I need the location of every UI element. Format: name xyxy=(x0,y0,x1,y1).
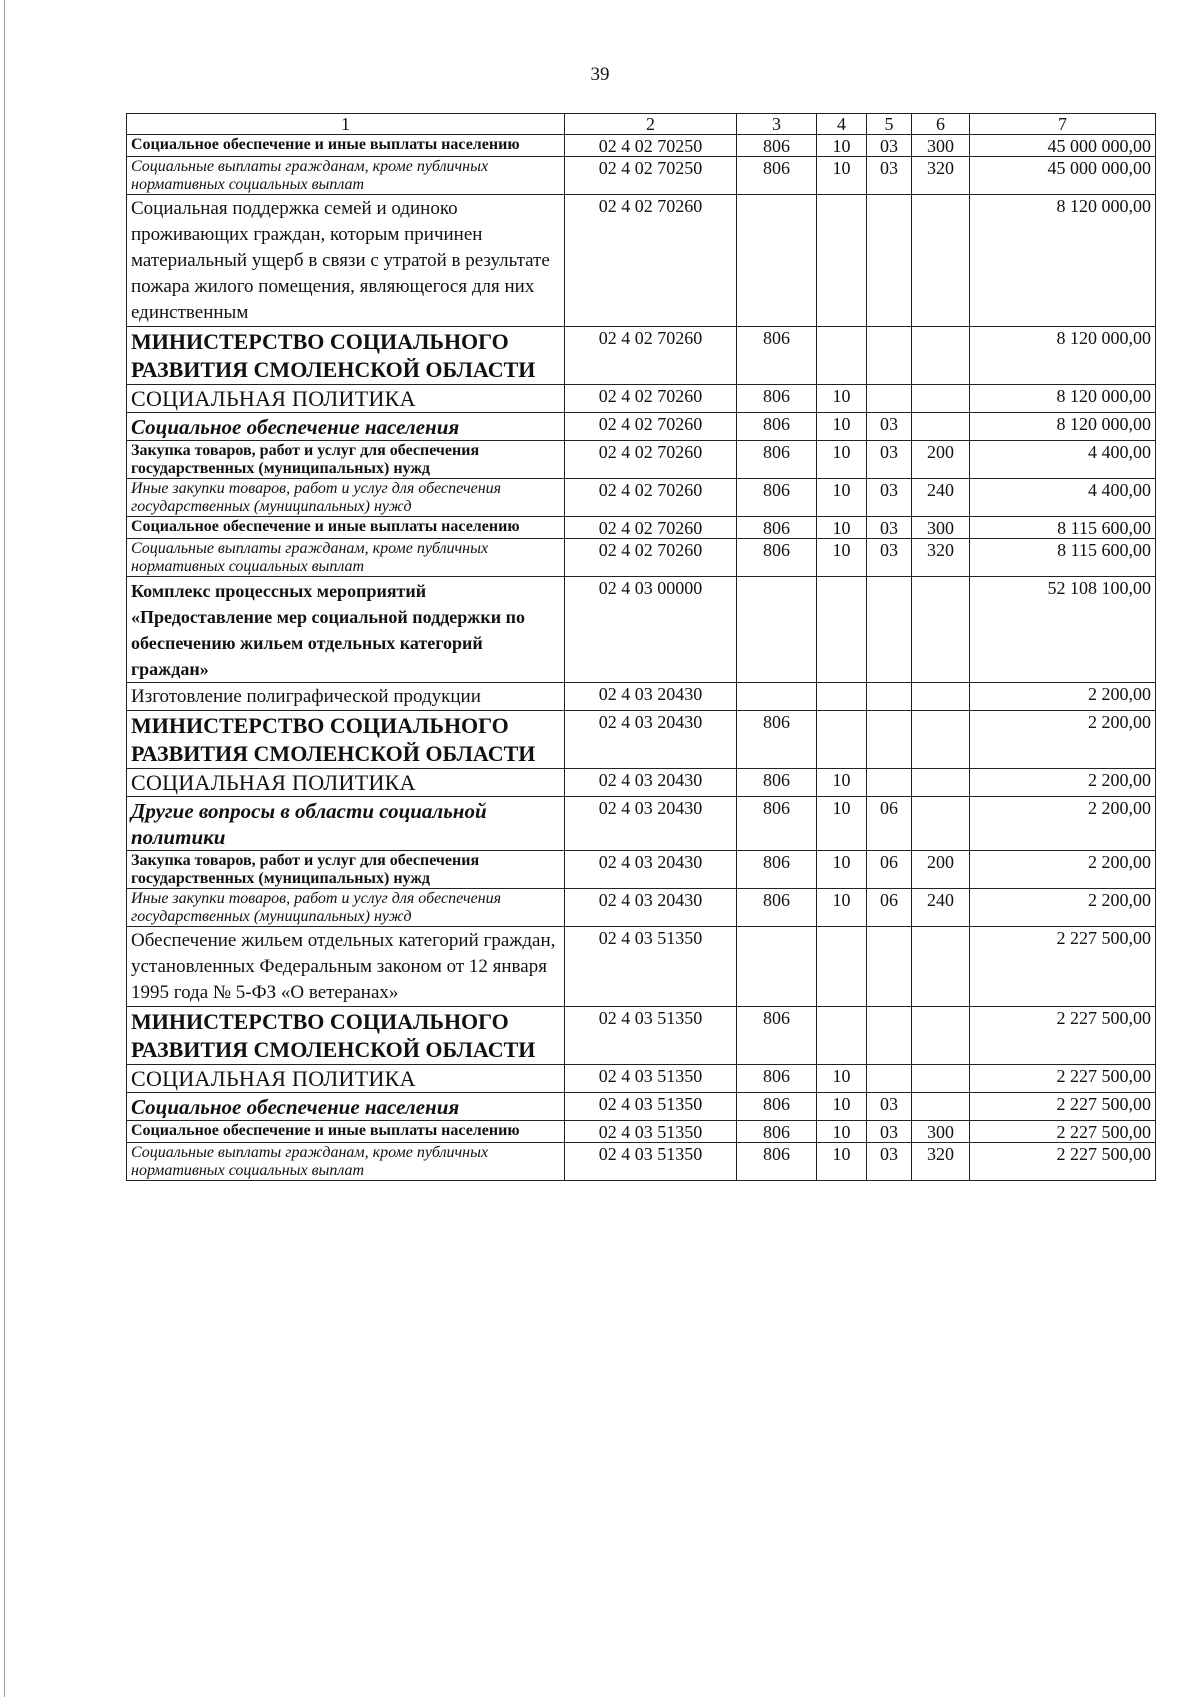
amount-cell: 8 120 000,00 xyxy=(970,327,1156,385)
target-article-cell: 02 4 03 20430 xyxy=(565,711,737,769)
ministry-code-cell: 806 xyxy=(737,441,817,479)
expense-type-cell xyxy=(912,711,970,769)
subsection-code-cell: 03 xyxy=(867,517,912,539)
subsection-code-cell: 03 xyxy=(867,1121,912,1143)
row-name-cell: Закупка товаров, работ и услуг для обеспечения государственных (муниципальных) нужд xyxy=(127,851,565,889)
target-article-cell: 02 4 02 70260 xyxy=(565,195,737,327)
ministry-code-cell: 806 xyxy=(737,1093,817,1121)
section-code-cell xyxy=(817,1007,867,1065)
target-article-cell: 02 4 03 51350 xyxy=(565,927,737,1007)
section-code-cell: 10 xyxy=(817,1093,867,1121)
expense-type-cell xyxy=(912,327,970,385)
table-body xyxy=(127,114,1156,1181)
expense-type-cell xyxy=(912,927,970,1007)
expense-type-cell xyxy=(912,195,970,327)
amount-cell: 2 200,00 xyxy=(970,769,1156,797)
amount-cell: 2 227 500,00 xyxy=(970,1093,1156,1121)
expense-type-cell: 320 xyxy=(912,1143,970,1181)
subsection-code-cell xyxy=(867,1007,912,1065)
expense-type-cell: 200 xyxy=(912,851,970,889)
table-row xyxy=(127,1121,1156,1143)
section-code-cell xyxy=(817,927,867,1007)
ministry-code-cell: 806 xyxy=(737,135,817,157)
row-name-cell: Иные закупки товаров, работ и услуг для обеспечения государственных (муниципальных) нужд xyxy=(127,479,565,517)
subsection-code-cell xyxy=(867,577,912,683)
ministry-code-cell xyxy=(737,683,817,711)
amount-cell: 4 400,00 xyxy=(970,479,1156,517)
expense-type-cell xyxy=(912,797,970,851)
target-article-cell: 02 4 03 20430 xyxy=(565,797,737,851)
column-header: 5 xyxy=(867,114,912,135)
row-name-cell: Социальное обеспечение и иные выплаты населению xyxy=(127,1121,565,1143)
ministry-code-cell: 806 xyxy=(737,769,817,797)
section-code-cell: 10 xyxy=(817,1121,867,1143)
expense-type-cell: 240 xyxy=(912,479,970,517)
section-code-cell: 10 xyxy=(817,441,867,479)
section-code-cell xyxy=(817,195,867,327)
table-row xyxy=(127,413,1156,441)
amount-cell: 2 227 500,00 xyxy=(970,1143,1156,1181)
target-article-cell: 02 4 03 00000 xyxy=(565,577,737,683)
subsection-code-cell xyxy=(867,711,912,769)
table-row xyxy=(127,577,1156,683)
table-row xyxy=(127,327,1156,385)
target-article-cell: 02 4 02 70260 xyxy=(565,479,737,517)
row-name-cell: Другие вопросы в области социальной политики xyxy=(127,797,565,851)
row-name-cell: Обеспечение жильем отдельных категорий граждан, установленных Федеральным законом от 12 января 1995 года № 5-ФЗ «О ветеранах» xyxy=(127,927,565,1007)
ministry-code-cell: 806 xyxy=(737,327,817,385)
subsection-code-cell: 03 xyxy=(867,441,912,479)
ministry-code-cell: 806 xyxy=(737,157,817,195)
target-article-cell: 02 4 02 70260 xyxy=(565,327,737,385)
section-code-cell: 10 xyxy=(817,517,867,539)
section-code-cell: 10 xyxy=(817,797,867,851)
amount-cell: 4 400,00 xyxy=(970,441,1156,479)
table-row xyxy=(127,1093,1156,1121)
subsection-code-cell: 03 xyxy=(867,539,912,577)
table-row xyxy=(127,135,1156,157)
subsection-code-cell: 03 xyxy=(867,1093,912,1121)
subsection-code-cell xyxy=(867,683,912,711)
table-row xyxy=(127,517,1156,539)
expense-type-cell: 300 xyxy=(912,135,970,157)
table-row xyxy=(127,889,1156,927)
ministry-code-cell xyxy=(737,927,817,1007)
amount-cell: 2 200,00 xyxy=(970,797,1156,851)
row-name-cell: Иные закупки товаров, работ и услуг для обеспечения государственных (муниципальных) нужд xyxy=(127,889,565,927)
row-name-cell: МИНИСТЕРСТВО СОЦИАЛЬНОГО РАЗВИТИЯ СМОЛЕНСКОЙ ОБЛАСТИ xyxy=(127,327,565,385)
amount-cell: 2 227 500,00 xyxy=(970,1007,1156,1065)
row-name-cell: Изготовление полиграфической продукции xyxy=(127,683,565,711)
ministry-code-cell: 806 xyxy=(737,889,817,927)
table-row xyxy=(127,539,1156,577)
column-header: 7 xyxy=(970,114,1156,135)
table-row xyxy=(127,1143,1156,1181)
table-header-row xyxy=(127,114,1156,135)
column-header: 6 xyxy=(912,114,970,135)
amount-cell: 2 227 500,00 xyxy=(970,927,1156,1007)
target-article-cell: 02 4 03 20430 xyxy=(565,769,737,797)
section-code-cell xyxy=(817,327,867,385)
table-row xyxy=(127,711,1156,769)
table-row xyxy=(127,441,1156,479)
target-article-cell: 02 4 03 20430 xyxy=(565,683,737,711)
subsection-code-cell xyxy=(867,195,912,327)
expense-type-cell xyxy=(912,683,970,711)
row-name-cell: СОЦИАЛЬНАЯ ПОЛИТИКА xyxy=(127,385,565,413)
subsection-code-cell: 03 xyxy=(867,413,912,441)
amount-cell: 2 227 500,00 xyxy=(970,1065,1156,1093)
ministry-code-cell: 806 xyxy=(737,517,817,539)
section-code-cell: 10 xyxy=(817,889,867,927)
ministry-code-cell: 806 xyxy=(737,479,817,517)
row-name-cell: Социальные выплаты гражданам, кроме публичных нормативных социальных выплат xyxy=(127,1143,565,1181)
expense-type-cell xyxy=(912,1007,970,1065)
amount-cell: 52 108 100,00 xyxy=(970,577,1156,683)
section-code-cell: 10 xyxy=(817,851,867,889)
ministry-code-cell xyxy=(737,577,817,683)
target-article-cell: 02 4 02 70250 xyxy=(565,135,737,157)
expense-type-cell: 240 xyxy=(912,889,970,927)
row-name-cell: Социальное обеспечение и иные выплаты населению xyxy=(127,517,565,539)
column-header: 1 xyxy=(127,114,565,135)
table-row xyxy=(127,851,1156,889)
expense-type-cell xyxy=(912,385,970,413)
table-row xyxy=(127,797,1156,851)
expense-type-cell: 300 xyxy=(912,1121,970,1143)
section-code-cell: 10 xyxy=(817,479,867,517)
expense-type-cell: 200 xyxy=(912,441,970,479)
amount-cell: 8 115 600,00 xyxy=(970,517,1156,539)
expense-type-cell xyxy=(912,1093,970,1121)
target-article-cell: 02 4 03 51350 xyxy=(565,1007,737,1065)
amount-cell: 8 115 600,00 xyxy=(970,539,1156,577)
amount-cell: 45 000 000,00 xyxy=(970,135,1156,157)
target-article-cell: 02 4 02 70260 xyxy=(565,539,737,577)
target-article-cell: 02 4 03 20430 xyxy=(565,889,737,927)
subsection-code-cell: 03 xyxy=(867,135,912,157)
budget-table xyxy=(126,113,1156,1181)
expense-type-cell: 300 xyxy=(912,517,970,539)
section-code-cell: 10 xyxy=(817,157,867,195)
page-number: 39 xyxy=(590,64,610,85)
expense-type-cell xyxy=(912,1065,970,1093)
scan-edge-line xyxy=(4,0,5,1697)
table-row xyxy=(127,769,1156,797)
row-name-cell: Закупка товаров, работ и услуг для обеспечения государственных (муниципальных) нужд xyxy=(127,441,565,479)
row-name-cell: Социальная поддержка семей и одиноко проживающих граждан, которым причинен материальный ущерб в связи с утратой в результате пожара жилого помещения, являющегося для них единственным xyxy=(127,195,565,327)
expense-type-cell xyxy=(912,769,970,797)
target-article-cell: 02 4 02 70260 xyxy=(565,517,737,539)
section-code-cell: 10 xyxy=(817,769,867,797)
row-name-cell: СОЦИАЛЬНАЯ ПОЛИТИКА xyxy=(127,1065,565,1093)
column-header: 2 xyxy=(565,114,737,135)
amount-cell: 2 200,00 xyxy=(970,683,1156,711)
amount-cell: 8 120 000,00 xyxy=(970,413,1156,441)
section-code-cell: 10 xyxy=(817,385,867,413)
row-name-cell: МИНИСТЕРСТВО СОЦИАЛЬНОГО РАЗВИТИЯ СМОЛЕНСКОЙ ОБЛАСТИ xyxy=(127,1007,565,1065)
amount-cell: 8 120 000,00 xyxy=(970,195,1156,327)
ministry-code-cell: 806 xyxy=(737,711,817,769)
section-code-cell: 10 xyxy=(817,1065,867,1093)
table-row xyxy=(127,195,1156,327)
section-code-cell xyxy=(817,577,867,683)
target-article-cell: 02 4 02 70260 xyxy=(565,385,737,413)
subsection-code-cell: 03 xyxy=(867,479,912,517)
subsection-code-cell xyxy=(867,769,912,797)
subsection-code-cell: 06 xyxy=(867,851,912,889)
target-article-cell: 02 4 02 70260 xyxy=(565,413,737,441)
ministry-code-cell: 806 xyxy=(737,1007,817,1065)
subsection-code-cell xyxy=(867,1065,912,1093)
subsection-code-cell xyxy=(867,327,912,385)
amount-cell: 2 200,00 xyxy=(970,711,1156,769)
row-name-cell: Социальное обеспечение населения xyxy=(127,1093,565,1121)
target-article-cell: 02 4 03 51350 xyxy=(565,1121,737,1143)
subsection-code-cell: 06 xyxy=(867,889,912,927)
row-name-cell: МИНИСТЕРСТВО СОЦИАЛЬНОГО РАЗВИТИЯ СМОЛЕНСКОЙ ОБЛАСТИ xyxy=(127,711,565,769)
ministry-code-cell: 806 xyxy=(737,1143,817,1181)
row-name-cell: Социальное обеспечение и иные выплаты населению xyxy=(127,135,565,157)
table-row xyxy=(127,1065,1156,1093)
amount-cell: 8 120 000,00 xyxy=(970,385,1156,413)
ministry-code-cell: 806 xyxy=(737,851,817,889)
expense-type-cell xyxy=(912,577,970,683)
ministry-code-cell: 806 xyxy=(737,413,817,441)
table-row xyxy=(127,683,1156,711)
section-code-cell: 10 xyxy=(817,135,867,157)
ministry-code-cell: 806 xyxy=(737,539,817,577)
row-name-cell: Социальные выплаты гражданам, кроме публичных нормативных социальных выплат xyxy=(127,539,565,577)
table-row xyxy=(127,927,1156,1007)
table-row xyxy=(127,157,1156,195)
subsection-code-cell xyxy=(867,927,912,1007)
expense-type-cell: 320 xyxy=(912,157,970,195)
amount-cell: 2 200,00 xyxy=(970,851,1156,889)
section-code-cell xyxy=(817,711,867,769)
amount-cell: 2 200,00 xyxy=(970,889,1156,927)
section-code-cell: 10 xyxy=(817,1143,867,1181)
section-code-cell: 10 xyxy=(817,539,867,577)
section-code-cell xyxy=(817,683,867,711)
target-article-cell: 02 4 03 51350 xyxy=(565,1143,737,1181)
amount-cell: 2 227 500,00 xyxy=(970,1121,1156,1143)
expense-type-cell xyxy=(912,413,970,441)
subsection-code-cell: 06 xyxy=(867,797,912,851)
row-name-cell: Социальное обеспечение населения xyxy=(127,413,565,441)
target-article-cell: 02 4 02 70260 xyxy=(565,441,737,479)
column-header: 4 xyxy=(817,114,867,135)
row-name-cell: Социальные выплаты гражданам, кроме публичных нормативных социальных выплат xyxy=(127,157,565,195)
amount-cell: 45 000 000,00 xyxy=(970,157,1156,195)
subsection-code-cell xyxy=(867,385,912,413)
table-row xyxy=(127,1007,1156,1065)
row-name-cell: Комплекс процессных мероприятий «Предоставление мер социальной поддержки по обеспечению жильем отдельных категорий граждан» xyxy=(127,577,565,683)
column-header: 3 xyxy=(737,114,817,135)
expense-type-cell: 320 xyxy=(912,539,970,577)
target-article-cell: 02 4 03 20430 xyxy=(565,851,737,889)
ministry-code-cell: 806 xyxy=(737,1065,817,1093)
table-row xyxy=(127,385,1156,413)
target-article-cell: 02 4 03 51350 xyxy=(565,1065,737,1093)
target-article-cell: 02 4 02 70250 xyxy=(565,157,737,195)
ministry-code-cell xyxy=(737,195,817,327)
ministry-code-cell: 806 xyxy=(737,385,817,413)
subsection-code-cell: 03 xyxy=(867,157,912,195)
target-article-cell: 02 4 03 51350 xyxy=(565,1093,737,1121)
table-row xyxy=(127,479,1156,517)
section-code-cell: 10 xyxy=(817,413,867,441)
ministry-code-cell: 806 xyxy=(737,797,817,851)
subsection-code-cell: 03 xyxy=(867,1143,912,1181)
row-name-cell: СОЦИАЛЬНАЯ ПОЛИТИКА xyxy=(127,769,565,797)
ministry-code-cell: 806 xyxy=(737,1121,817,1143)
